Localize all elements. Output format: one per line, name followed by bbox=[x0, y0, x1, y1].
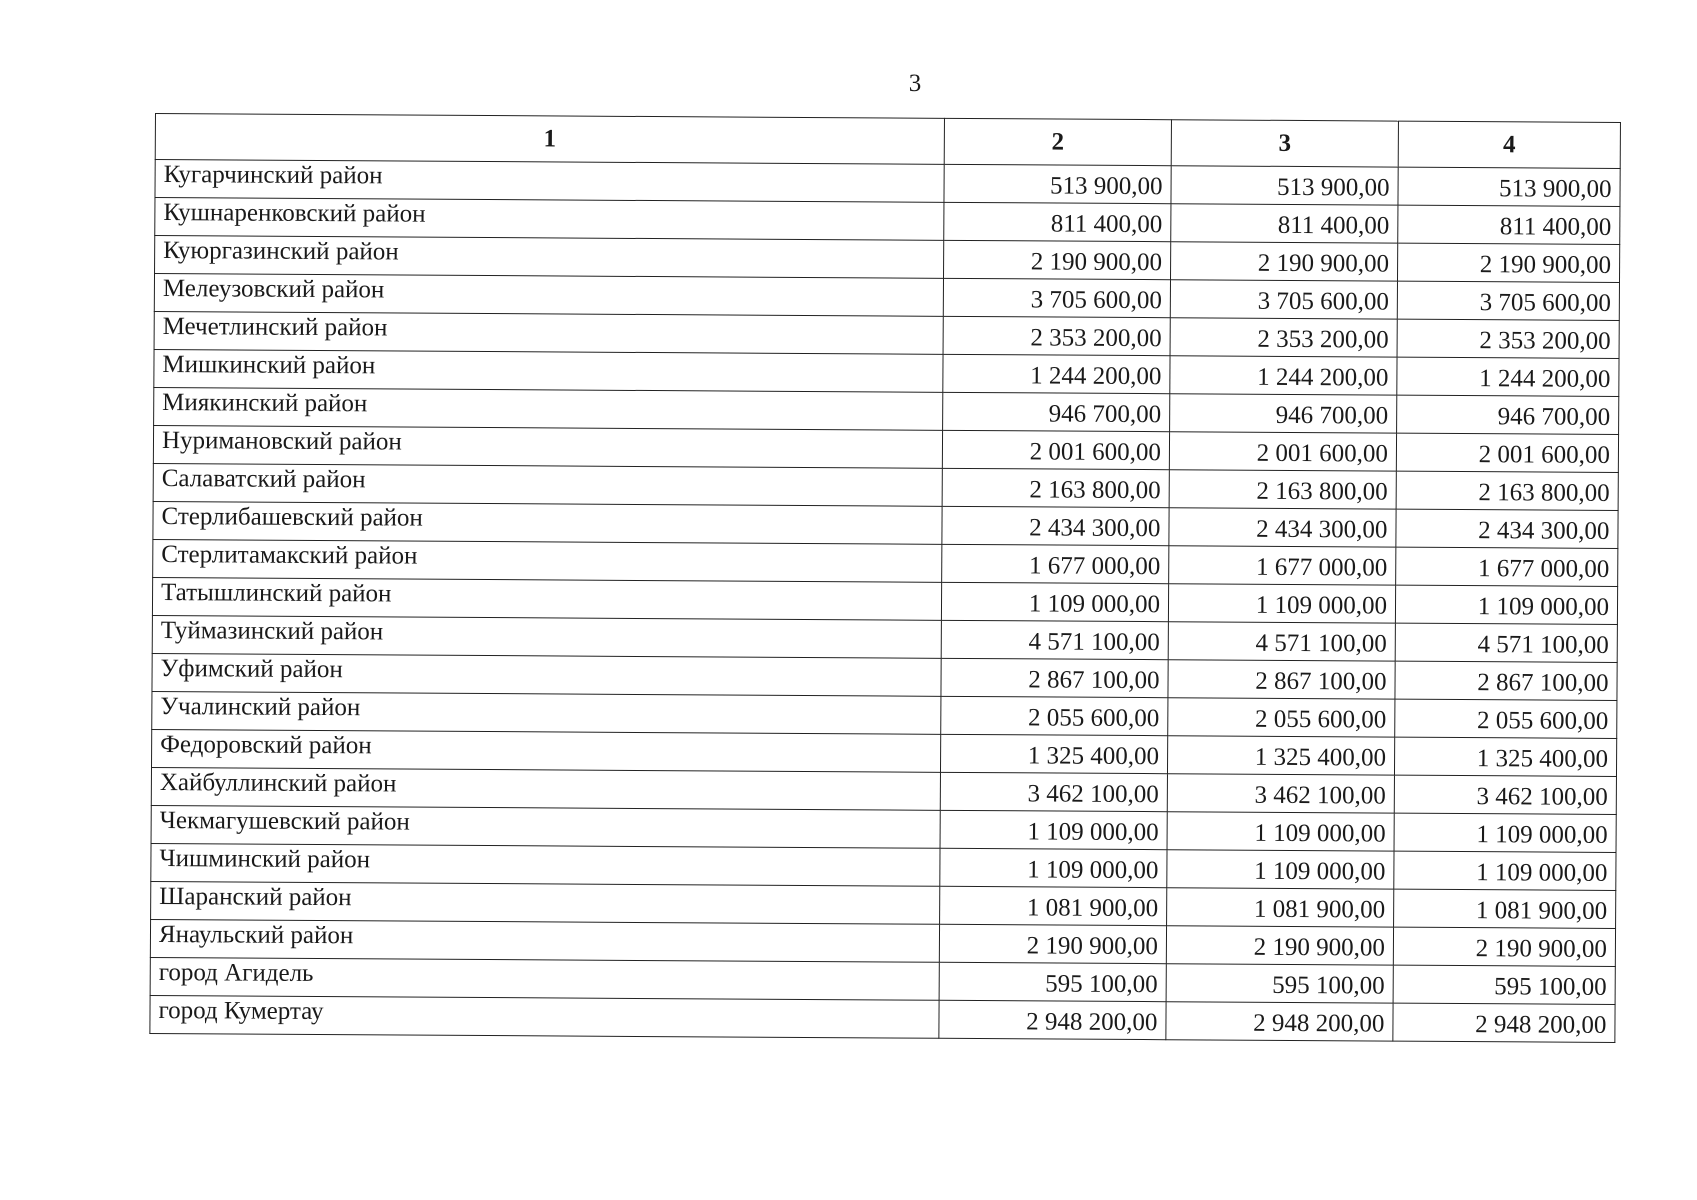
district-name-cell: Янаульский район bbox=[150, 919, 939, 962]
value-col-4-cell: 2 163 800,00 bbox=[1396, 471, 1618, 510]
district-name-cell: Стерлибашевский район bbox=[153, 501, 942, 544]
data-table bbox=[149, 113, 1621, 1043]
value-col-4-cell: 811 400,00 bbox=[1398, 205, 1620, 244]
value-col-2-cell: 1 325 400,00 bbox=[940, 734, 1167, 773]
value-col-2-cell: 811 400,00 bbox=[944, 202, 1171, 241]
value-col-2-cell: 946 700,00 bbox=[943, 392, 1170, 431]
value-col-4-cell: 1 109 000,00 bbox=[1395, 585, 1617, 624]
value-col-4-cell: 2 867 100,00 bbox=[1395, 661, 1617, 700]
district-name-cell: Мечетлинский район bbox=[154, 311, 943, 354]
value-col-2-cell: 2 948 200,00 bbox=[939, 1000, 1166, 1039]
value-col-3-cell: 2 001 600,00 bbox=[1169, 432, 1396, 471]
district-name-cell: Чишминский район bbox=[151, 843, 940, 886]
value-col-4-cell: 2 948 200,00 bbox=[1393, 1003, 1615, 1042]
district-name-cell: Учалинский район bbox=[152, 691, 941, 734]
value-col-2-cell: 1 244 200,00 bbox=[943, 354, 1170, 393]
value-col-3-cell: 595 100,00 bbox=[1166, 964, 1393, 1003]
value-col-4-cell: 595 100,00 bbox=[1393, 965, 1615, 1004]
value-col-4-cell: 1 109 000,00 bbox=[1394, 851, 1616, 890]
value-col-2-cell: 2 867 100,00 bbox=[941, 658, 1168, 697]
value-col-2-cell: 1 109 000,00 bbox=[940, 848, 1167, 887]
district-name-cell: Туймазинский район bbox=[152, 615, 941, 658]
table-row bbox=[150, 995, 1615, 1042]
value-col-3-cell: 1 109 000,00 bbox=[1168, 584, 1395, 623]
value-col-3-cell: 2 867 100,00 bbox=[1168, 660, 1395, 699]
value-col-2-cell: 2 001 600,00 bbox=[942, 430, 1169, 469]
value-col-4-cell: 2 190 900,00 bbox=[1393, 927, 1615, 966]
district-name-cell: Куюргазинский район bbox=[155, 236, 944, 279]
page-number: 3 bbox=[908, 70, 922, 97]
value-col-2-cell: 1 109 000,00 bbox=[941, 582, 1168, 621]
district-name-cell: город Кумертау bbox=[150, 995, 939, 1038]
value-col-3-cell: 2 190 900,00 bbox=[1166, 926, 1393, 965]
value-col-4-cell: 1 081 900,00 bbox=[1394, 889, 1616, 928]
district-name-cell: Миякинский район bbox=[154, 387, 943, 430]
header-col-4: 4 bbox=[1398, 121, 1620, 168]
value-col-4-cell: 4 571 100,00 bbox=[1395, 623, 1617, 662]
value-col-3-cell: 1 244 200,00 bbox=[1170, 356, 1397, 395]
value-col-4-cell: 2 353 200,00 bbox=[1397, 319, 1619, 358]
value-col-3-cell: 946 700,00 bbox=[1170, 394, 1397, 433]
district-name-cell: Мелеузовский район bbox=[154, 274, 943, 317]
value-col-3-cell: 3 462 100,00 bbox=[1167, 774, 1394, 813]
value-col-4-cell: 3 462 100,00 bbox=[1394, 775, 1616, 814]
value-col-4-cell: 2 434 300,00 bbox=[1396, 509, 1618, 548]
value-col-2-cell: 2 163 800,00 bbox=[942, 468, 1169, 507]
value-col-3-cell: 3 705 600,00 bbox=[1170, 280, 1397, 319]
value-col-2-cell: 1 109 000,00 bbox=[940, 810, 1167, 849]
value-col-2-cell: 2 190 900,00 bbox=[944, 240, 1171, 279]
value-col-3-cell: 2 163 800,00 bbox=[1169, 470, 1396, 509]
value-col-3-cell: 2 353 200,00 bbox=[1170, 318, 1397, 357]
header-col-1: 1 bbox=[155, 114, 944, 165]
value-col-2-cell: 2 434 300,00 bbox=[942, 506, 1169, 545]
value-col-3-cell: 513 900,00 bbox=[1171, 166, 1398, 205]
value-col-2-cell: 1 081 900,00 bbox=[940, 886, 1167, 925]
value-col-3-cell: 2 190 900,00 bbox=[1171, 242, 1398, 281]
district-name-cell: Мишкинский район bbox=[154, 349, 943, 392]
value-col-2-cell: 4 571 100,00 bbox=[941, 620, 1168, 659]
district-name-cell: Кугарчинский район bbox=[155, 160, 944, 203]
value-col-4-cell: 1 109 000,00 bbox=[1394, 813, 1616, 852]
district-name-cell: Стерлитамакский район bbox=[153, 539, 942, 582]
district-name-cell: Чекмагушевский район bbox=[151, 805, 940, 848]
value-col-3-cell: 1 677 000,00 bbox=[1169, 546, 1396, 585]
district-name-cell: Нуримановский район bbox=[153, 425, 942, 468]
district-name-cell: Уфимский район bbox=[152, 653, 941, 696]
value-col-2-cell: 1 677 000,00 bbox=[942, 544, 1169, 583]
value-col-4-cell: 946 700,00 bbox=[1397, 395, 1619, 434]
value-col-4-cell: 1 244 200,00 bbox=[1397, 357, 1619, 396]
value-col-2-cell: 513 900,00 bbox=[944, 164, 1171, 203]
district-name-cell: Татышлинский район bbox=[152, 577, 941, 620]
value-col-2-cell: 3 462 100,00 bbox=[940, 772, 1167, 811]
value-col-2-cell: 2 055 600,00 bbox=[941, 696, 1168, 735]
value-col-3-cell: 1 081 900,00 bbox=[1167, 888, 1394, 927]
value-col-2-cell: 2 353 200,00 bbox=[943, 316, 1170, 355]
value-col-3-cell: 2 055 600,00 bbox=[1168, 698, 1395, 737]
value-col-4-cell: 3 705 600,00 bbox=[1397, 281, 1619, 320]
district-name-cell: Салаватский район bbox=[153, 463, 942, 506]
value-col-3-cell: 1 325 400,00 bbox=[1167, 736, 1394, 775]
value-col-4-cell: 2 001 600,00 bbox=[1396, 433, 1618, 472]
value-col-4-cell: 513 900,00 bbox=[1398, 167, 1620, 206]
district-name-cell: Хайбуллинский район bbox=[151, 767, 940, 810]
value-col-4-cell: 1 325 400,00 bbox=[1394, 737, 1616, 776]
value-col-3-cell: 2 948 200,00 bbox=[1166, 1002, 1393, 1041]
value-col-3-cell: 4 571 100,00 bbox=[1168, 622, 1395, 661]
district-name-cell: Федоровский район bbox=[152, 729, 941, 772]
header-col-3: 3 bbox=[1171, 120, 1398, 167]
value-col-2-cell: 2 190 900,00 bbox=[939, 924, 1166, 963]
value-col-4-cell: 1 677 000,00 bbox=[1396, 547, 1618, 586]
value-col-4-cell: 2 055 600,00 bbox=[1395, 699, 1617, 738]
value-col-4-cell: 2 190 900,00 bbox=[1397, 243, 1619, 282]
value-col-2-cell: 3 705 600,00 bbox=[943, 278, 1170, 317]
value-col-3-cell: 811 400,00 bbox=[1171, 204, 1398, 243]
value-col-3-cell: 2 434 300,00 bbox=[1169, 508, 1396, 547]
value-col-3-cell: 1 109 000,00 bbox=[1167, 850, 1394, 889]
value-col-2-cell: 595 100,00 bbox=[939, 962, 1166, 1001]
value-col-3-cell: 1 109 000,00 bbox=[1167, 812, 1394, 851]
district-name-cell: город Агидель bbox=[150, 957, 939, 1000]
header-col-2: 2 bbox=[944, 118, 1171, 165]
district-name-cell: Шаранский район bbox=[151, 881, 940, 924]
table-body bbox=[150, 160, 1620, 1043]
district-name-cell: Кушнаренковский район bbox=[155, 198, 944, 241]
